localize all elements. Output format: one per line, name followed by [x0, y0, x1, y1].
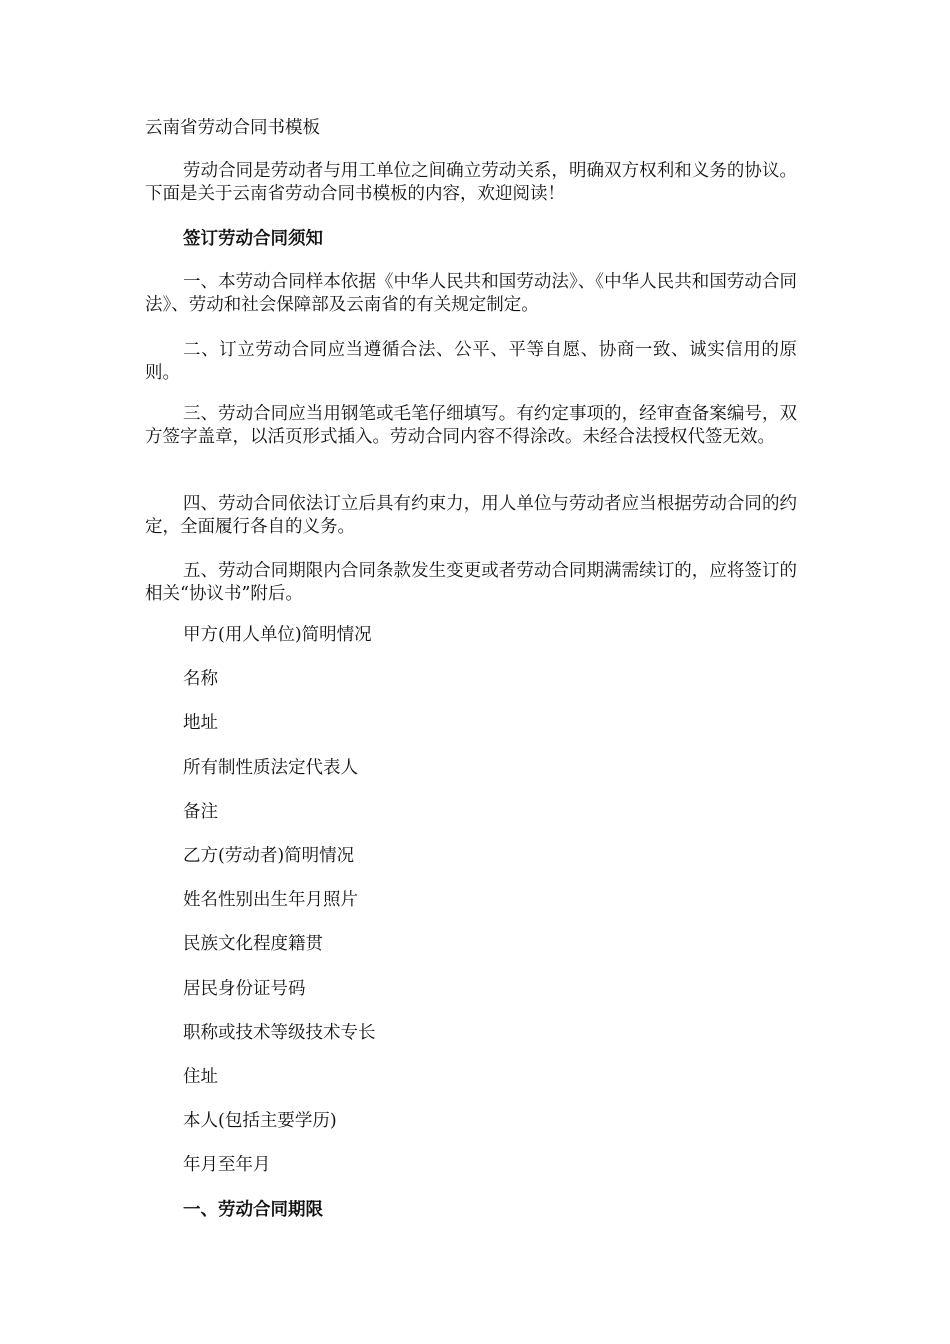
notice-item-2: 二、订立劳动合同应当遵循合法、公平、平等自愿、协商一致、诚实信用的原则。 — [145, 340, 797, 383]
party-a-field-remarks: 备注 — [183, 802, 218, 822]
party-b-field-title: 职称或技术等级技术专长 — [183, 1023, 376, 1043]
notice-heading: 签订劳动合同须知 — [183, 229, 323, 249]
party-a-field-name: 名称 — [183, 669, 218, 689]
party-a-field-address: 地址 — [183, 713, 218, 733]
party-a-field-ownership: 所有制性质法定代表人 — [183, 758, 358, 778]
notice-item-3: 三、劳动合同应当用钢笔或毛笔仔细填写。有约定事项的，经审查备案编号，双方签字盖章，以活页形式插入。劳动合同内容不得涂改。未经合法授权代签无效。 — [145, 404, 797, 447]
party-b-field-ethnicity: 民族文化程度籍贯 — [183, 934, 323, 954]
party-b-heading: 乙方(劳动者)简明情况 — [183, 846, 355, 866]
section-1-heading: 一、劳动合同期限 — [183, 1200, 323, 1220]
party-b-field-residence: 住址 — [183, 1067, 218, 1087]
party-b-field-education: 本人(包括主要学历) — [183, 1111, 337, 1131]
party-b-field-id-number: 居民身份证号码 — [183, 979, 306, 999]
party-b-field-basic: 姓名性别出生年月照片 — [183, 890, 358, 910]
party-b-field-period: 年月至年月 — [183, 1155, 271, 1175]
notice-item-5: 五、劳动合同期限内合同条款发生变更或者劳动合同期满需续订的，应将签订的相关“协议书”附后。 — [145, 561, 797, 604]
intro-paragraph: 劳动合同是劳动者与用工单位之间确立劳动关系，明确双方权利和义务的协议。下面是关于云南省劳动合同书模板的内容，欢迎阅读！ — [145, 161, 797, 204]
document-title: 云南省劳动合同书模板 — [145, 118, 320, 138]
notice-item-4: 四、劳动合同依法订立后具有约束力，用人单位与劳动者应当根据劳动合同的约定，全面履行各自的义务。 — [145, 494, 797, 537]
party-a-heading: 甲方(用人单位)简明情况 — [183, 625, 372, 645]
notice-item-1: 一、本劳动合同样本依据《中华人民共和国劳动法》、《中华人民共和国劳动合同法》、劳动和社会保障部及云南省的有关规定制定。 — [145, 272, 797, 315]
